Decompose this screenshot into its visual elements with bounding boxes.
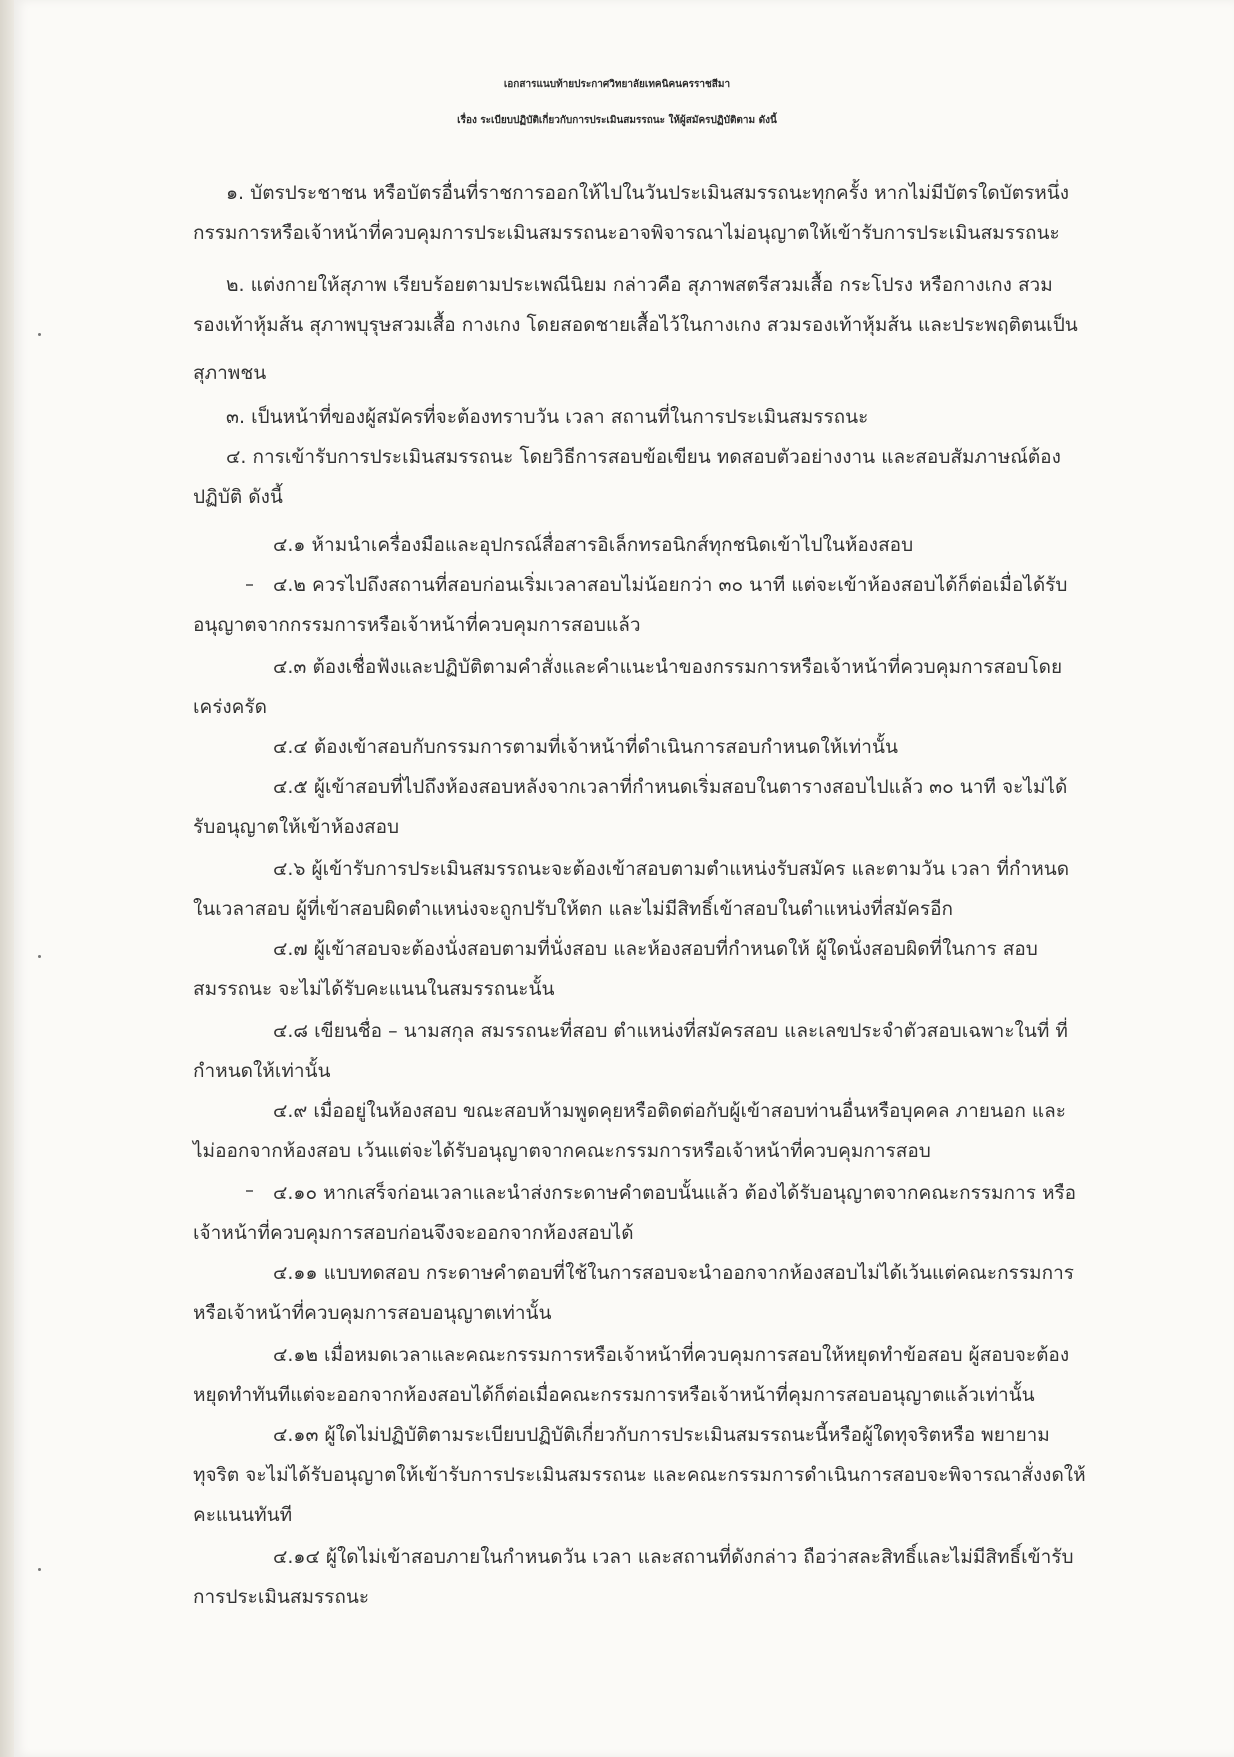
rule-4-14-line-1: ๔.๑๔ ผู้ใดไม่เข้าสอบภายในกำหนดวัน เวลา และสถานที่ดังกล่าว ถือว่าสละสิทธิ์และไม่มีสิทธิ์เข้ารับ — [273, 1546, 1074, 1568]
rule-4-7-line-2: สมรรถนะ จะไม่ได้รับคะแนนในสมรรถนะนั้น — [193, 978, 555, 1000]
rule-4-5-line-1: ๔.๕ ผู้เข้าสอบที่ไปถึงห้องสอบหลังจากเวลาที่กำหนดเริ่มสอบในตารางสอบไปแล้ว ๓๐ นาที จะไม่ได้ — [273, 776, 1068, 798]
scan-speck — [38, 1568, 41, 1571]
rule-1-line-1: ๑. บัตรประชาชน หรือบัตรอื่นที่ราชการออกให้ไปในวันประเมินสมรรถนะทุกครั้ง หากไม่มีบัตรใดบัตรหนึ่ง — [226, 182, 1070, 204]
rule-4-line-1: ๔. การเข้ารับการประเมินสมรรถนะ โดยวิธีการสอบข้อเขียน ทดสอบตัวอย่างงาน และสอบสัมภาษณ์ต้อง — [226, 446, 1061, 468]
rule-4-14-line-2: การประเมินสมรรถนะ — [193, 1586, 370, 1608]
rule-4-6-line-2: ในเวลาสอบ ผู้ที่เข้าสอบผิดตำแหน่งจะถูกปรับให้ตก และไม่มีสิทธิ์เข้าสอบในตำแหน่งที่สมัครอีก — [193, 898, 954, 920]
rule-4-3-line-2: เคร่งครัด — [193, 696, 267, 718]
rule-1-line-2: กรรมการหรือเจ้าหน้าที่ควบคุมการประเมินสมรรถนะอาจพิจารณาไม่อนุญาตให้เข้ารับการประเมินสมรรถนะ — [193, 222, 1060, 244]
document-subject: เรื่อง ระเบียบปฏิบัติเกี่ยวกับการประเมินสมรรถนะ ให้ผู้สมัครปฏิบัติตาม ดังนี้ — [457, 115, 777, 126]
rule-4-7-line-1: ๔.๗ ผู้เข้าสอบจะต้องนั่งสอบตามที่นั่งสอบ และห้องสอบที่กำหนดให้ ผู้ใดนั่งสอบผิดที่ในการ สอบ — [273, 938, 1038, 960]
rule-4-12-line-1: ๔.๑๒ เมื่อหมดเวลาและคณะกรรมการหรือเจ้าหน้าที่ควบคุมการสอบให้หยุดทำข้อสอบ ผู้สอบจะต้อง — [273, 1344, 1070, 1366]
scan-mark — [246, 1190, 253, 1192]
rule-4-11-line-2: หรือเจ้าหน้าที่ควบคุมการสอบอนุญาตเท่านั้น — [193, 1302, 552, 1324]
rule-4-13-line-3: คะแนนทันที — [193, 1504, 293, 1526]
rule-4-11-line-1: ๔.๑๑ แบบทดสอบ กระดาษคำตอบที่ใช้ในการสอบจะนำออกจากห้องสอบไม่ได้เว้นแต่คณะกรรมการ — [273, 1262, 1074, 1284]
rule-4-10-line-2: เจ้าหน้าที่ควบคุมการสอบก่อนจึงจะออกจากห้องสอบได้ — [193, 1222, 634, 1244]
rule-4-2-line-1: ๔.๒ ควรไปถึงสถานที่สอบก่อนเริ่มเวลาสอบไม่น้อยกว่า ๓๐ นาที แต่จะเข้าห้องสอบได้ก็ต่อเมื่อได้รับ — [273, 574, 1068, 596]
rule-4-13-line-2: ทุจริต จะไม่ได้รับอนุญาตให้เข้ารับการประเมินสมรรถนะ และคณะกรรมการดำเนินการสอบจะพิจารณาสั่งงดให้ — [193, 1464, 1086, 1486]
rule-4-10-line-1: ๔.๑๐ หากเสร็จก่อนเวลาและนำส่งกระดาษคำตอบนั้นแล้ว ต้องได้รับอนุญาตจากคณะกรรมการ หรือ — [273, 1182, 1077, 1204]
scan-speck — [38, 955, 41, 958]
document-title: เอกสารแนบท้ายประกาศวิทยาลัยเทคนิคนครราชสีมา — [503, 79, 731, 90]
rule-2-line-3: สุภาพชน — [193, 362, 267, 384]
rule-4-line-2: ปฏิบัติ ดังนี้ — [193, 486, 283, 508]
rule-4-4-line-1: ๔.๔ ต้องเข้าสอบกับกรรมการตามที่เจ้าหน้าที่ดำเนินการสอบกำหนดให้เท่านั้น — [273, 736, 898, 758]
rule-4-13-line-1: ๔.๑๓ ผู้ใดไม่ปฏิบัติตามระเบียบปฏิบัติเกี่ยวกับการประเมินสมรรถนะนี้หรือผู้ใดทุจริตหรือ พยายาม — [273, 1424, 1050, 1446]
rule-4-1-line-1: ๔.๑ ห้ามนำเครื่องมือและอุปกรณ์สื่อสารอิเล็กทรอนิกส์ทุกชนิดเข้าไปในห้องสอบ — [273, 534, 914, 556]
rule-4-9-line-1: ๔.๙ เมื่ออยู่ในห้องสอบ ขณะสอบห้ามพูดคุยหรือติดต่อกับผู้เข้าสอบท่านอื่นหรือบุคคล ภายนอก และ — [273, 1100, 1066, 1122]
rule-4-3-line-1: ๔.๓ ต้องเชื่อฟังและปฏิบัติตามคำสั่งและคำแนะนำของกรรมการหรือเจ้าหน้าที่ควบคุมการสอบโดย — [273, 656, 1063, 678]
rule-4-12-line-2: หยุดทำทันทีแต่จะออกจากห้องสอบได้ก็ต่อเมื่อคณะกรรมการหรือเจ้าหน้าที่คุมการสอบอนุญาตแล้วเท่านั้น — [193, 1384, 1035, 1406]
rule-2-line-1: ๒. แต่งกายให้สุภาพ เรียบร้อยตามประเพณีนิยม กล่าวคือ สุภาพสตรีสวมเสื้อ กระโปรง หรือกางเกง สวม — [226, 274, 1053, 296]
rule-2-line-2: รองเท้าหุ้มส้น สุภาพบุรุษสวมเสื้อ กางเกง โดยสอดชายเสื้อไว้ในกางเกง สวมรองเท้าหุ้มส้น และประพฤติตนเป็น — [193, 314, 1078, 336]
rule-4-9-line-2: ไม่ออกจากห้องสอบ เว้นแต่จะได้รับอนุญาตจากคณะกรรมการหรือเจ้าหน้าที่ควบคุมการสอบ — [193, 1140, 931, 1162]
rule-4-6-line-1: ๔.๖ ผู้เข้ารับการประเมินสมรรถนะจะต้องเข้าสอบตามตำแหน่งรับสมัคร และตามวัน เวลา ที่กำหนด — [273, 858, 1070, 880]
rule-4-5-line-2: รับอนุญาตให้เข้าห้องสอบ — [193, 816, 400, 838]
rule-3-line-1: ๓. เป็นหน้าที่ของผู้สมัครที่จะต้องทราบวัน เวลา สถานที่ในการประเมินสมรรถนะ — [226, 406, 869, 428]
rule-4-8-line-1: ๔.๘ เขียนชื่อ – นามสกุล สมรรถนะที่สอบ ตำแหน่งที่สมัครสอบ และเลขประจำตัวสอบเฉพาะในที่ ที่ — [273, 1020, 1068, 1042]
scan-mark — [246, 584, 253, 586]
scan-speck — [38, 333, 41, 336]
rule-4-2-line-2: อนุญาตจากกรรมการหรือเจ้าหน้าที่ควบคุมการสอบแล้ว — [193, 614, 641, 636]
rule-4-8-line-2: กำหนดให้เท่านั้น — [193, 1060, 331, 1082]
page-edge — [0, 0, 14, 1757]
